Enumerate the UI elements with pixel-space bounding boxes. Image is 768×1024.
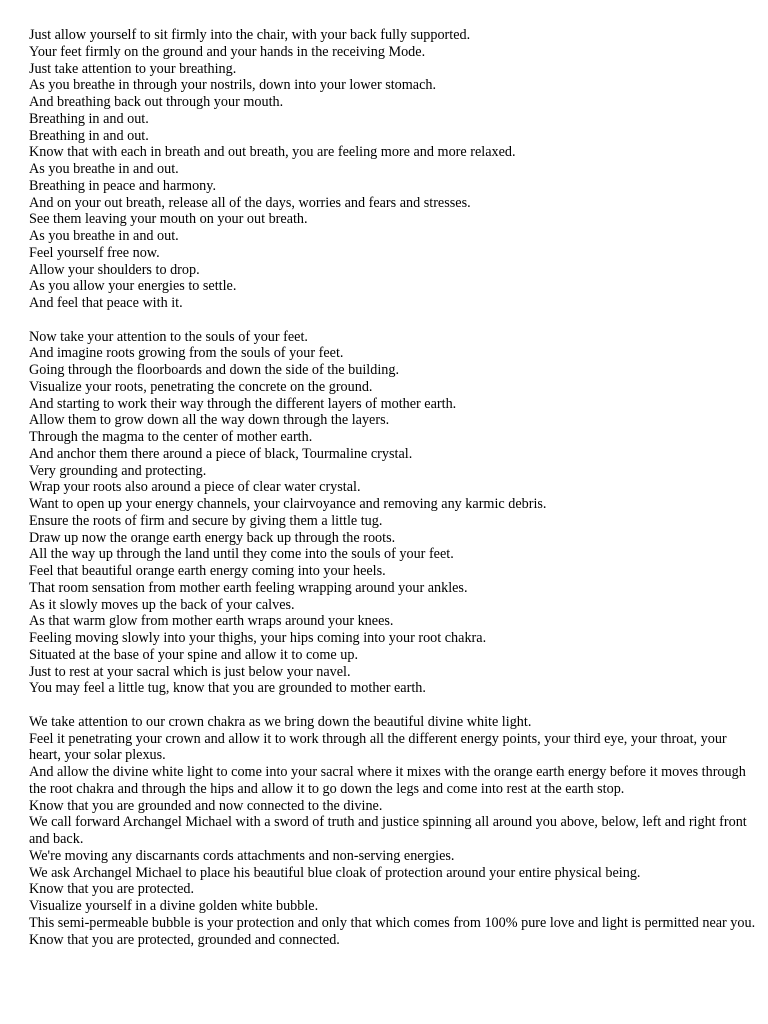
- text-line: Breathing in and out.: [29, 110, 149, 127]
- text-line: We take attention to our crown chakra as we bring down the beautiful divine white light.: [29, 713, 532, 730]
- paragraph-grounding: [29, 329, 757, 698]
- text-line: And starting to work their way through the different layers of mother earth.: [29, 395, 457, 412]
- text-line: Visualize yourself in a divine golden white bubble.: [29, 898, 319, 914]
- text-line: We're moving any discarnants cords attachments and non-serving energies.: [29, 847, 455, 864]
- text-line: As you breathe in and out.: [29, 228, 179, 244]
- text-line: And breathing back out through your mouth.: [29, 94, 284, 110]
- text-line: And on your out breath, release all of the days, worries and fears and stresses.: [29, 194, 471, 211]
- text-line: Breathing in and out.: [29, 127, 149, 144]
- text-line: Want to open up your energy channels, your clairvoyance and removing any karmic debris.: [29, 496, 547, 512]
- text-line: And allow the divine white light to come into your sacral where it mixes with the orange earth energy before it moves through the root chakra and through the hips and allow it to go down the legs and come into rest at the earth stop.: [29, 764, 746, 797]
- text-line: Know that you are protected, grounded and connected.: [29, 931, 340, 948]
- text-line: As you allow your energies to settle.: [29, 278, 237, 295]
- text-line: You may feel a little tug, know that you are grounded to mother earth.: [29, 680, 426, 697]
- text-line: Allow them to grow down all the way down through the layers.: [29, 412, 390, 429]
- text-line: Feel yourself free now.: [29, 244, 160, 261]
- paragraph-protection: [29, 714, 757, 949]
- text-line: Just allow yourself to sit firmly into the chair, with your back fully supported.: [29, 27, 471, 43]
- text-line: Breathing in peace and harmony.: [29, 177, 216, 194]
- text-line: Now take your attention to the souls of your feet.: [29, 328, 308, 345]
- text-line: Know that with each in breath and out breath, you are feeling more and more relaxed.: [29, 144, 516, 161]
- text-line: Allow your shoulders to drop.: [29, 261, 200, 278]
- text-line: And anchor them there around a piece of black, Tourmaline crystal.: [29, 445, 413, 462]
- text-line: Ensure the roots of firm and secure by giving them a little tug.: [29, 512, 383, 529]
- text-line: Wrap your roots also around a piece of clear water crystal.: [29, 479, 361, 496]
- text-line: Very grounding and protecting.: [29, 462, 207, 479]
- text-line: Just take attention to your breathing.: [29, 60, 237, 77]
- text-line: We call forward Archangel Michael with a sword of truth and justice spinning all around you above, below, left and right front and back.: [29, 814, 747, 847]
- text-line: Just to rest at your sacral which is just below your navel.: [29, 663, 351, 680]
- text-line: We ask Archangel Michael to place his beautiful blue cloak of protection around your entire physical being.: [29, 864, 641, 881]
- text-line: Your feet firmly on the ground and your hands in the receiving Mode.: [29, 43, 426, 60]
- text-line: As it slowly moves up the back of your calves.: [29, 596, 295, 613]
- text-line: Visualize your roots, penetrating the concrete on the ground.: [29, 378, 373, 395]
- text-line: Know that you are grounded and now connected to the divine.: [29, 797, 383, 814]
- text-line: This semi-permeable bubble is your protection and only that which comes from 100% pure love and light is permitted near you.: [29, 914, 756, 931]
- text-line: Know that you are protected.: [29, 881, 195, 898]
- document-page: [29, 27, 757, 965]
- text-line: As you breathe in through your nostrils, down into your lower stomach.: [29, 77, 437, 94]
- text-line: As you breathe in and out.: [29, 161, 179, 177]
- text-line: Feeling moving slowly into your thighs, your hips coming into your root chakra.: [29, 630, 487, 646]
- text-line: See them leaving your mouth on your out breath.: [29, 211, 308, 228]
- text-line: That room sensation from mother earth feeling wrapping around your ankles.: [29, 579, 468, 596]
- text-line: Feel that beautiful orange earth energy coming into your heels.: [29, 563, 386, 579]
- text-line: And feel that peace with it.: [29, 295, 183, 311]
- text-line: And imagine roots growing from the souls of your feet.: [29, 345, 344, 362]
- text-line: Feel it penetrating your crown and allow it to work through all the different energy points, your third eye, your throat, your heart, your solar plexus.: [29, 730, 727, 764]
- text-line: Going through the floorboards and down the side of the building.: [29, 362, 399, 378]
- text-line: As that warm glow from mother earth wraps around your knees.: [29, 613, 394, 630]
- text-line: Draw up now the orange earth energy back up through the roots.: [29, 529, 396, 546]
- paragraph-relaxation: [29, 27, 757, 312]
- text-line: All the way up through the land until they come into the souls of your feet.: [29, 546, 454, 563]
- text-line: Through the magma to the center of mother earth.: [29, 429, 313, 445]
- text-line: Situated at the base of your spine and allow it to come up.: [29, 646, 358, 663]
